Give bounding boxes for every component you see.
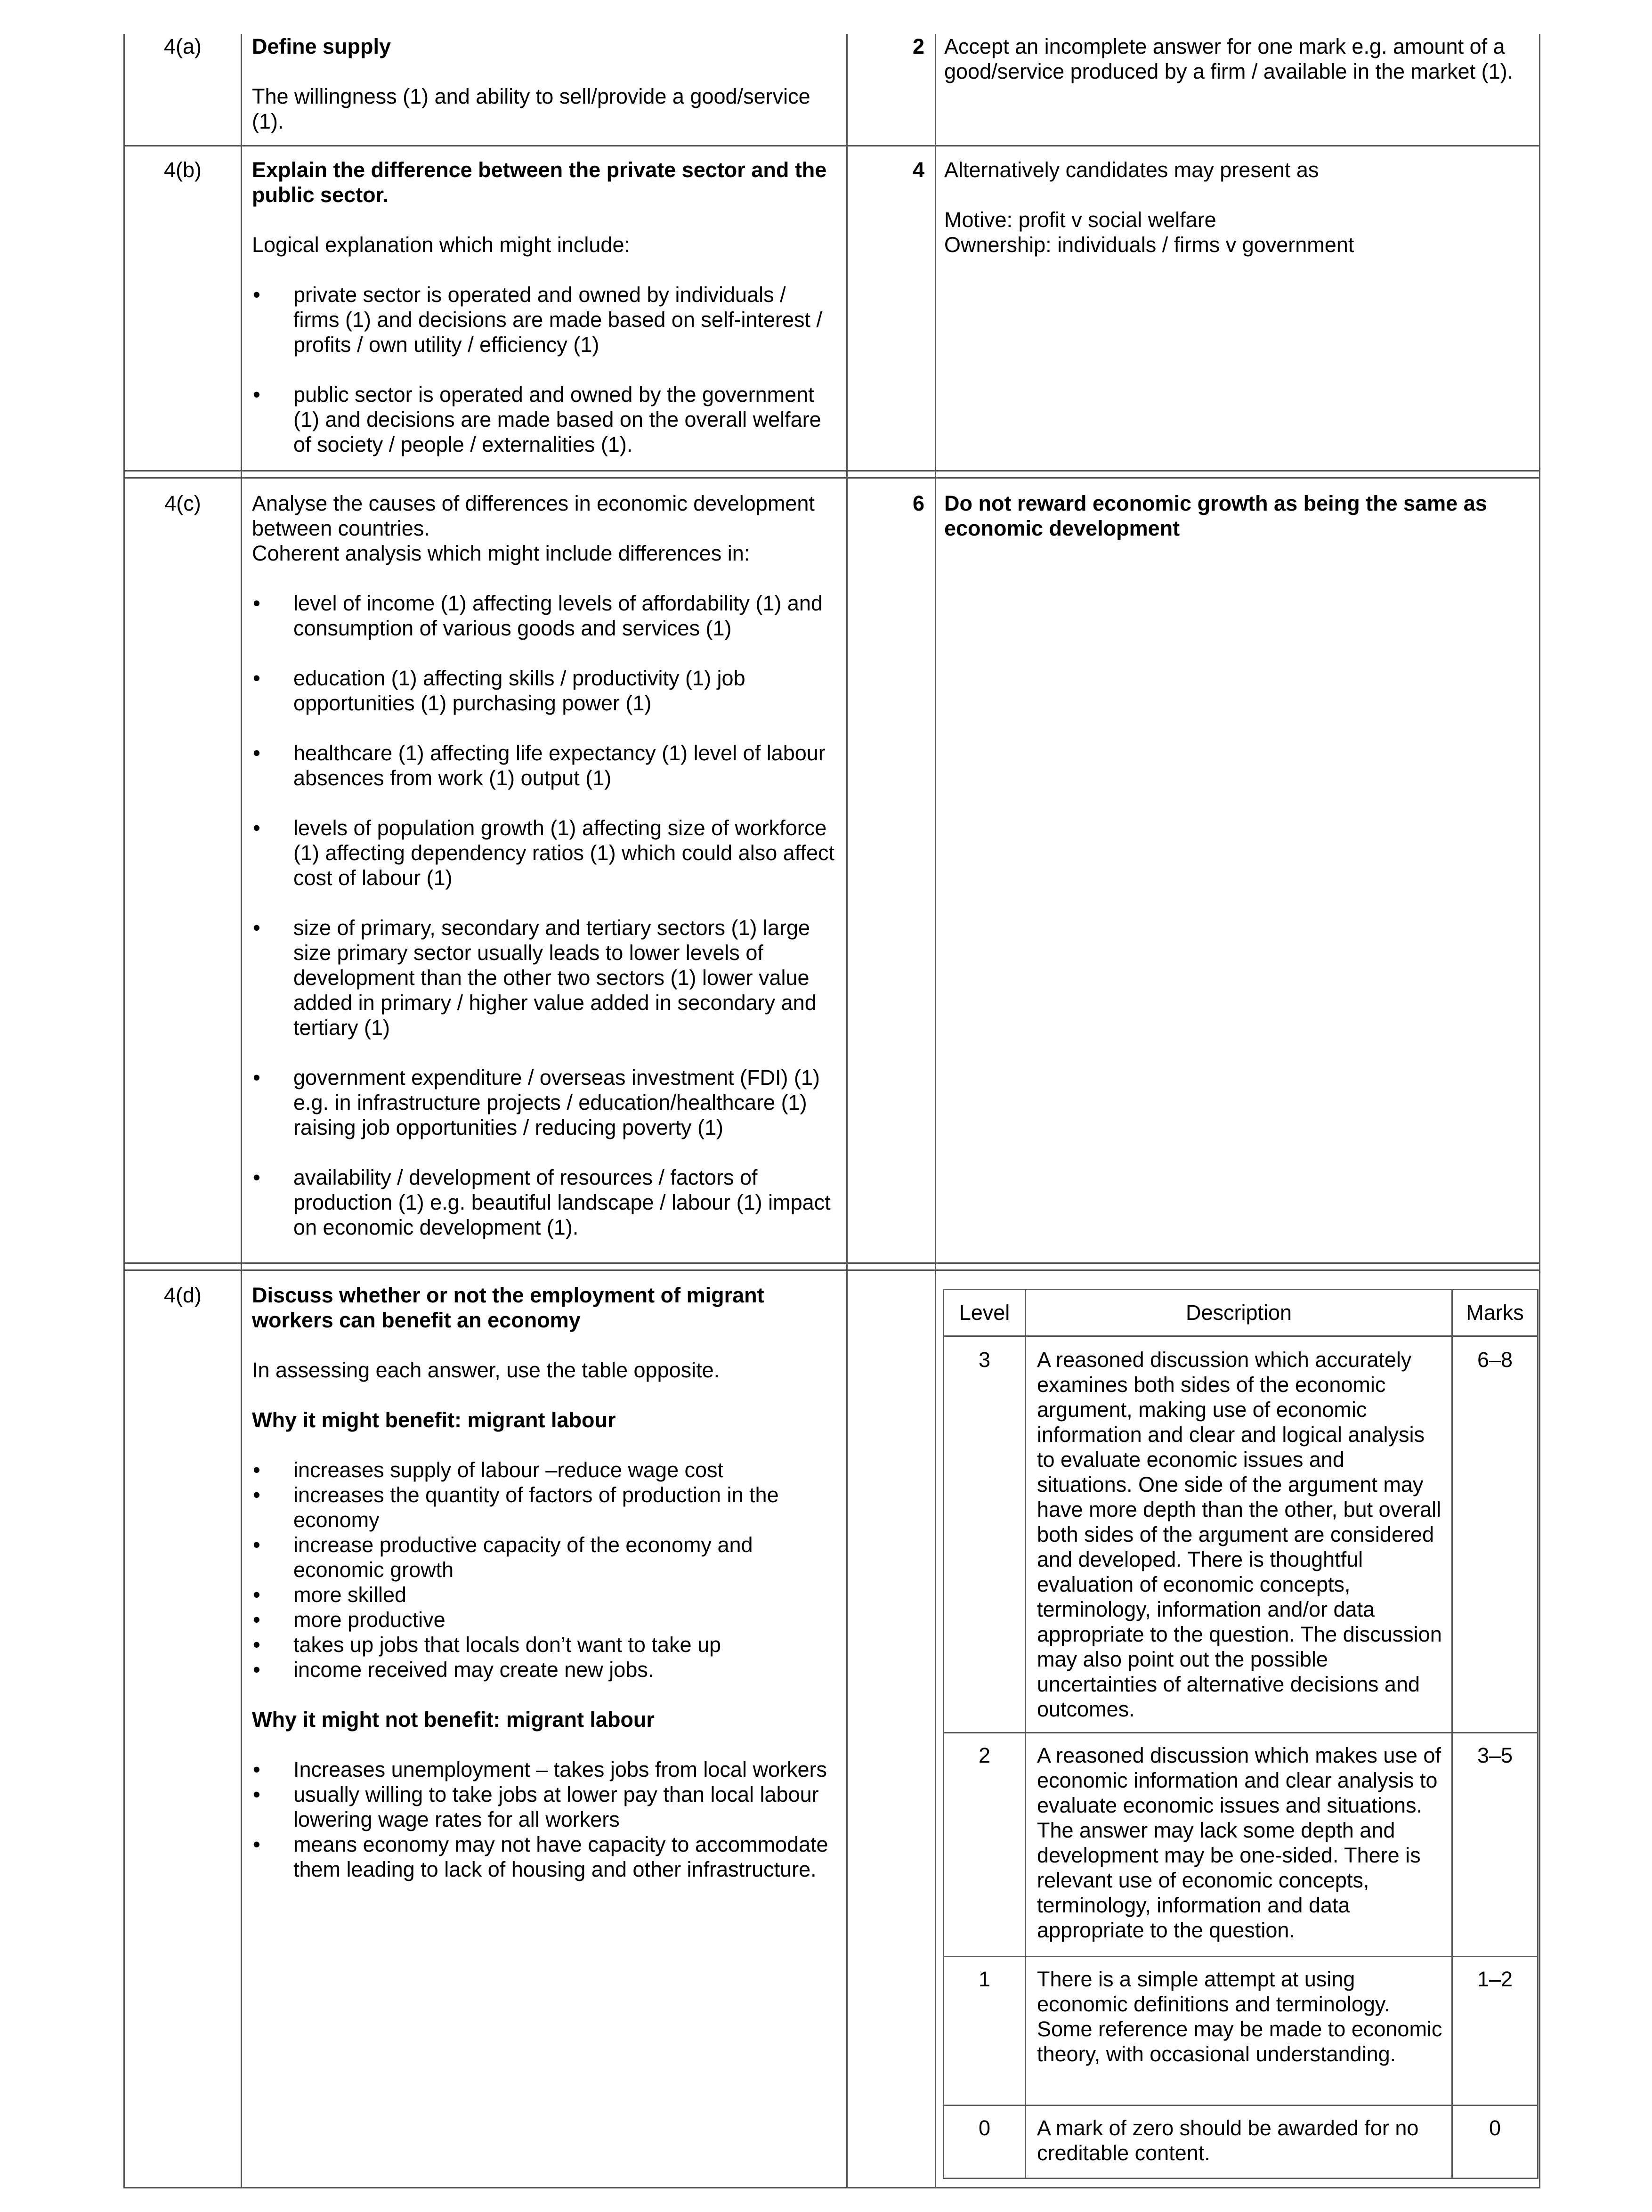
level-marks: 3–5 — [1477, 1743, 1513, 1767]
level-value: 3 — [978, 1348, 991, 1372]
list-item: • increases supply of labour –reduce wage cost — [252, 1457, 836, 1482]
question-number: 4(d) — [163, 1283, 202, 1307]
column-divider-1 — [241, 34, 242, 2188]
answer-bullet-list — [252, 282, 836, 457]
list-item: • size of primary, secondary and tertiary sectors (1) large size primary sector usually leads to lower levels of development than the other two sectors (1) lower value added in primary / higher value added in secondary and tertiary (1) — [252, 915, 836, 1040]
list-item: • healthcare (1) affecting life expectancy (1) level of labour absences from work (1) output (1) — [252, 740, 836, 790]
guidance-text: Do not reward economic growth as being the same as economic development — [944, 491, 1487, 540]
guidance-line: Motive: profit v social welfare — [944, 208, 1216, 232]
answer-intro: Coherent analysis which might include differences in: — [252, 541, 750, 565]
table-header-level: Level — [959, 1301, 1010, 1325]
list-item: • usually willing to take jobs at lower pay than local labour lowering wage rates for all workers — [252, 1782, 836, 1832]
guidance-line: Ownership: individuals / firms v government — [944, 233, 1354, 257]
level-description: A reasoned discussion which makes use of economic information and clear analysis to evaluate economic issues and situations. The answer may lack some depth and development may be one-sided. There is relevant use of economic concepts, terminology, information and data appropriate to the question. — [1037, 1743, 1441, 1942]
row-divider — [123, 145, 1540, 146]
marks-value: 6 — [912, 491, 924, 515]
question-title: Explain the difference between the private sector and the public sector. — [252, 158, 827, 207]
list-item: • public sector is operated and owned by the government (1) and decisions are made based on the overall welfare of society / people / externalities (1). — [252, 382, 836, 457]
table-border — [943, 1289, 1539, 1290]
table-row-divider — [943, 2105, 1539, 2106]
level-marks: 1–2 — [1477, 1967, 1513, 1991]
right-border — [1539, 34, 1540, 2188]
list-item: • takes up jobs that locals don’t want to take up — [252, 1632, 836, 1657]
row-divider — [123, 1269, 1540, 1271]
table-border — [943, 2178, 1539, 2179]
question-text-4a — [252, 34, 836, 134]
table-column-divider — [1451, 1289, 1453, 2179]
list-item: • increase productive capacity of the economy and economic growth — [252, 1532, 836, 1582]
level-marks: 6–8 — [1477, 1348, 1513, 1372]
question-text-4b — [252, 157, 836, 457]
question-title: Analyse the causes of differences in economic development between countries. — [252, 491, 815, 540]
left-border — [123, 34, 125, 2188]
level-description: There is a simple attempt at using economic definitions and terminology. Some reference may be made to economic theory, with occasional understanding. — [1037, 1967, 1442, 2066]
table-header-description: Description — [1185, 1301, 1292, 1325]
list-item: • level of income (1) affecting levels of affordability (1) and consumption of various goods and services (1) — [252, 591, 836, 641]
list-item: • Increases unemployment – takes jobs from local workers — [252, 1757, 836, 1782]
bottom-border — [123, 2187, 1540, 2188]
list-item: • more productive — [252, 1607, 836, 1632]
row-divider — [123, 477, 1540, 479]
list-item: • private sector is operated and owned by individuals / firms (1) and decisions are made based on self-interest / profits / own utility / efficiency (1) — [252, 282, 836, 357]
table-row-divider — [943, 1335, 1539, 1337]
list-item: • education (1) affecting skills / productivity (1) job opportunities (1) purchasing power (1) — [252, 666, 836, 716]
benefit-bullet-list — [252, 1457, 836, 1682]
table-row-divider — [943, 1956, 1539, 1957]
not-benefit-heading: Why it might not benefit: migrant labour — [252, 1708, 655, 1732]
list-item: • increases the quantity of factors of production in the economy — [252, 1482, 836, 1532]
row-divider — [123, 1262, 1540, 1264]
question-text-4d — [252, 1283, 836, 1882]
table-border — [943, 1289, 944, 2179]
marks-value: 4 — [912, 158, 924, 182]
answer-intro: Logical explanation which might include: — [252, 233, 630, 257]
question-title: Define supply — [252, 34, 391, 58]
benefit-heading: Why it might benefit: migrant labour — [252, 1408, 616, 1432]
question-number: 4(c) — [164, 491, 201, 515]
table-column-divider — [1025, 1289, 1026, 2179]
table-row-divider — [943, 1732, 1539, 1733]
question-text-4c — [252, 491, 836, 1240]
guidance-line: Alternatively candidates may present as — [944, 158, 1319, 182]
answer-bullet-list — [252, 591, 836, 1240]
level-value: 0 — [978, 2116, 991, 2140]
level-value: 1 — [978, 1967, 991, 1991]
row-divider — [123, 470, 1540, 472]
column-divider-3 — [935, 34, 936, 2188]
level-description: A reasoned discussion which accurately examines both sides of the economic argument, making use of economic information and clear and logical analysis to evaluate economic issues and situations. One side of the argument may have more depth than the other, but overall both sides of the argument are considered and developed. There is thoughtful evaluation of economic concepts, terminology, information and/or data appropriate to the question. The discussion may also point out the possible uncertainties of alternative decisions and outcomes. — [1037, 1348, 1442, 1721]
list-item: • income received may create new jobs. — [252, 1657, 836, 1682]
not-benefit-bullet-list — [252, 1757, 836, 1882]
list-item: • government expenditure / overseas investment (FDI) (1) e.g. in infrastructure projects / education/healthcare (1) raising job opportunities / reducing poverty (1) — [252, 1065, 836, 1140]
guidance-text — [944, 157, 1533, 257]
level-value: 2 — [978, 1743, 991, 1767]
answer-intro: In assessing each answer, use the table opposite. — [252, 1358, 720, 1382]
question-number: 4(a) — [163, 34, 202, 58]
level-description: A mark of zero should be awarded for no creditable content. — [1037, 2116, 1419, 2165]
list-item: • availability / development of resources / factors of production (1) e.g. beautiful landscape / labour (1) impact on economic development (1). — [252, 1165, 836, 1240]
list-item: • means economy may not have capacity to accommodate them leading to lack of housing and other infrastructure. — [252, 1832, 836, 1882]
level-table — [943, 1289, 1539, 2179]
question-number: 4(b) — [163, 158, 202, 182]
column-divider-2 — [846, 34, 848, 2188]
level-marks: 0 — [1489, 2116, 1501, 2140]
answer-text: The willingness (1) and ability to sell/provide a good/service (1). — [252, 84, 810, 133]
guidance-text: Accept an incomplete answer for one mark e.g. amount of a good/service produced by a firm / available in the market (1). — [944, 34, 1514, 83]
list-item: • levels of population growth (1) affecting size of workforce (1) affecting dependency ratios (1) which could also affect cost of labour (1) — [252, 815, 836, 890]
question-title: Discuss whether or not the employment of migrant workers can benefit an economy — [252, 1283, 764, 1332]
table-header-marks: Marks — [1466, 1301, 1524, 1325]
list-item: • more skilled — [252, 1582, 836, 1607]
marks-value: 2 — [912, 34, 924, 58]
table-border — [1537, 1289, 1539, 2179]
